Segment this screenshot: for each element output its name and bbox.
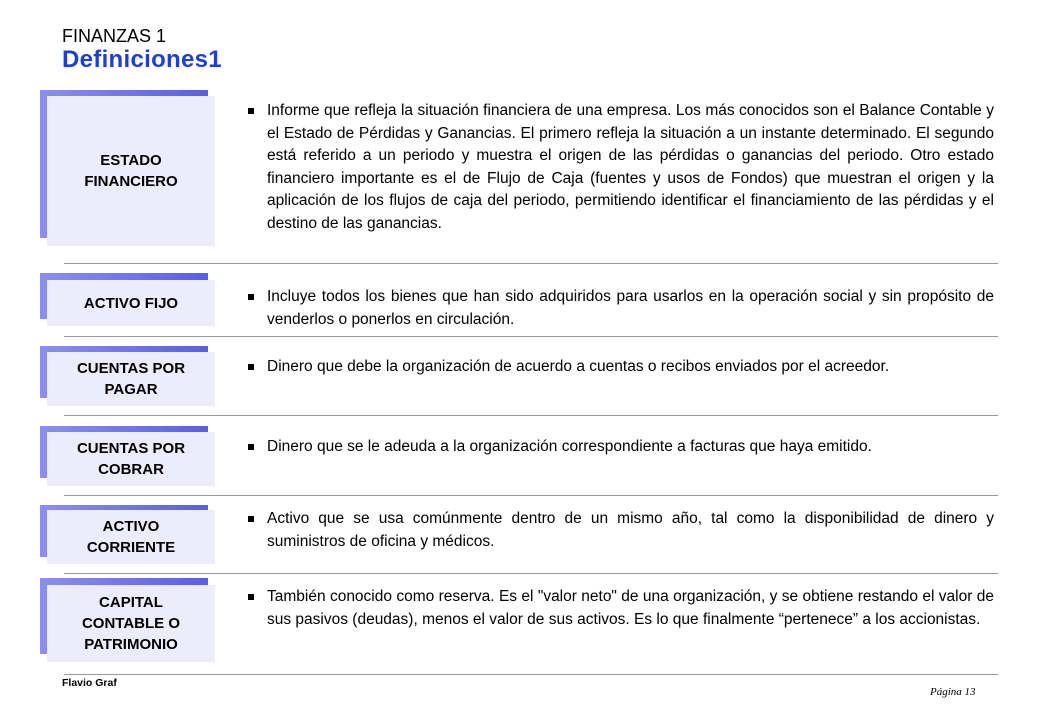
definition-text <box>246 356 994 379</box>
definition-text <box>246 508 994 553</box>
row-divider <box>64 573 998 574</box>
definition-description: Dinero que debe la organización de acuerdo a cuentas o recibos enviados por el acreedor. <box>267 358 890 375</box>
definition-text <box>246 286 994 331</box>
row-divider <box>64 263 998 264</box>
footer-page-number: Página 13 <box>930 686 976 698</box>
page-title: Definiciones1 <box>62 46 222 73</box>
definition-text <box>246 100 994 235</box>
term-label: ESTADO FINANCIERO <box>84 152 178 190</box>
definition-text <box>246 586 994 631</box>
term-box <box>47 96 215 246</box>
term-box <box>47 510 215 564</box>
row-divider <box>64 415 998 416</box>
term-label: ACTIVO FIJO <box>83 294 179 312</box>
term-box <box>47 585 215 662</box>
definition-description: Dinero que se le adeuda a la organización correspondiente a facturas que haya emitido. <box>267 438 872 455</box>
term-label: CUENTAS POR COBRAR <box>76 440 186 478</box>
term-box <box>47 280 215 326</box>
term-box <box>47 352 215 406</box>
row-divider <box>64 336 998 337</box>
term-box <box>47 432 215 486</box>
definition-description: Incluye todos los bienes que han sido adquiridos para usarlos en la operación social y sin propósito de venderlos o ponerlos en circulación. <box>267 288 994 328</box>
term-label: ACTIVO CORRIENTE <box>86 518 176 556</box>
definition-description: También conocido como reserva. Es el "valor neto" de una organización, y se obtiene restando el valor de sus pasivos (deudas), menos el valor de sus activos. Es lo que finalmente “pertenece” a los accionistas. <box>267 588 994 628</box>
term-label: CAPITAL CONTABLE O PATRIMONIO <box>81 594 181 653</box>
footer-author: Flavio Graf <box>62 677 117 689</box>
row-divider <box>64 495 998 496</box>
definition-text <box>246 436 994 459</box>
definition-description: Activo que se usa comúnmente dentro de un mismo año, tal como la disponibilidad de dinero y suministros de oficina y médicos. <box>267 510 994 550</box>
document-supertitle: FINANZAS 1 <box>62 26 167 46</box>
definition-description: Informe que refleja la situación financiera de una empresa. Los más conocidos son el Balance Contable y el Estado de Pérdidas y Ganancias. El primero refleja la situación a un instante determinado. El segundo está referido a un periodo y muestra el origen de las pérdidas o ganancias del periodo. Otro estado financiero importante es el de Flujo de Caja (fuentes y usos de Fondos) que muestran el origen y la aplicación de los flujos de caja del periodo, permitiendo identificar el financiamiento de las pérdidas y el destino de las ganancias. <box>267 102 994 232</box>
term-label: CUENTAS POR PAGAR <box>76 360 186 398</box>
footer-divider <box>64 674 998 675</box>
